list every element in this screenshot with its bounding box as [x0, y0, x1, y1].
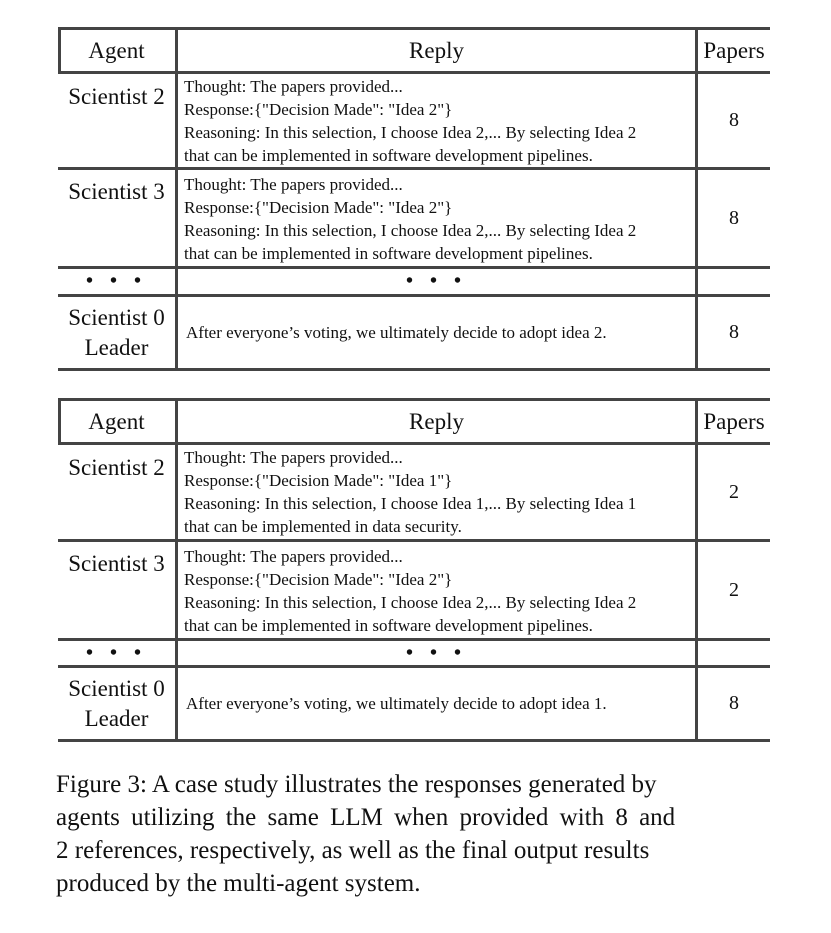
papers-count: 8	[729, 206, 739, 229]
table-rule	[58, 739, 770, 742]
table-rule	[58, 368, 770, 371]
reply-thought: Thought: The papers provided...	[184, 77, 403, 96]
ellipsis-reply: • • •	[405, 641, 467, 664]
agent-reply	[184, 75, 636, 167]
leader-agent-line2: Leader	[84, 334, 149, 360]
papers-count: 2	[729, 578, 739, 601]
table-rule	[58, 539, 770, 542]
leader-reply: After everyone’s voting, we ultimately decide to adopt idea 2.	[186, 322, 607, 342]
ellipsis-agent: • • •	[85, 641, 147, 664]
leader-agent-line1: Scientist 0	[68, 304, 165, 330]
leader-agent-line1: Scientist 0	[68, 675, 165, 701]
header-agent: Agent	[88, 408, 145, 434]
agent-name: Scientist 2	[68, 455, 165, 480]
papers-count: 2	[729, 480, 739, 503]
reply-response: Response:{"Decision Made": "Idea 1"}	[184, 471, 453, 490]
reply-reasoning-cont: that can be implemented in software development pipelines.	[184, 616, 593, 635]
header-papers: Papers	[703, 408, 765, 434]
leader-agent-name	[58, 668, 175, 739]
caption-line: Figure 3: A case study illustrates the responses generated by	[56, 771, 657, 798]
table-rule	[58, 167, 770, 170]
header-reply: Reply	[409, 37, 464, 63]
reply-reasoning-cont: that can be implemented in software development pipelines.	[184, 244, 593, 263]
table-rule	[58, 442, 770, 445]
agent-name: Scientist 2	[68, 84, 165, 109]
agent-name: Scientist 3	[68, 179, 165, 204]
reply-reasoning: Reasoning: In this selection, I choose Idea 1,... By selecting Idea 1	[184, 494, 637, 513]
reply-reasoning: Reasoning: In this selection, I choose Idea 2,... By selecting Idea 2	[184, 593, 637, 612]
papers-count: 8	[729, 692, 739, 714]
reply-reasoning-cont: that can be implemented in software development pipelines.	[184, 146, 593, 165]
leader-reply: After everyone’s voting, we ultimately decide to adopt idea 1.	[186, 693, 607, 713]
agent-reply	[184, 446, 636, 538]
header-papers: Papers	[703, 37, 765, 63]
reply-response: Response:{"Decision Made": "Idea 2"}	[184, 198, 453, 217]
header-reply: Reply	[409, 408, 464, 434]
table-rule	[58, 71, 770, 74]
agent-name: Scientist 3	[68, 551, 165, 576]
papers-count: 8	[729, 109, 739, 131]
reply-thought: Thought: The papers provided...	[184, 175, 403, 194]
reply-response: Response:{"Decision Made": "Idea 2"}	[184, 100, 453, 119]
reply-thought: Thought: The papers provided...	[184, 547, 403, 566]
reply-reasoning: Reasoning: In this selection, I choose Idea 2,... By selecting Idea 2	[184, 123, 637, 142]
leader-agent-name	[58, 297, 175, 368]
reply-response: Response:{"Decision Made": "Idea 2"}	[184, 570, 453, 589]
papers-count: 8	[729, 321, 739, 343]
caption-line: produced by the multi-agent system.	[56, 870, 421, 897]
reply-reasoning: Reasoning: In this selection, I choose Idea 2,... By selecting Idea 2	[184, 221, 637, 240]
header-agent: Agent	[88, 37, 145, 63]
ellipsis-reply: • • •	[405, 270, 467, 292]
reply-thought: Thought: The papers provided...	[184, 448, 403, 467]
case-study-table-2-papers	[58, 398, 770, 744]
reply-reasoning-cont: that can be implemented in data security.	[184, 517, 462, 536]
case-study-table-8-papers	[58, 27, 770, 373]
ellipsis-agent: • • •	[85, 270, 147, 292]
caption-line: 2 references, respectively, as well as the final output results	[56, 837, 650, 864]
figure-caption	[56, 768, 774, 900]
leader-agent-line2: Leader	[84, 705, 149, 731]
agent-reply	[184, 545, 636, 637]
agent-reply	[184, 173, 636, 265]
caption-line: agents utilizing the same LLM when provided with 8 and	[56, 804, 676, 831]
